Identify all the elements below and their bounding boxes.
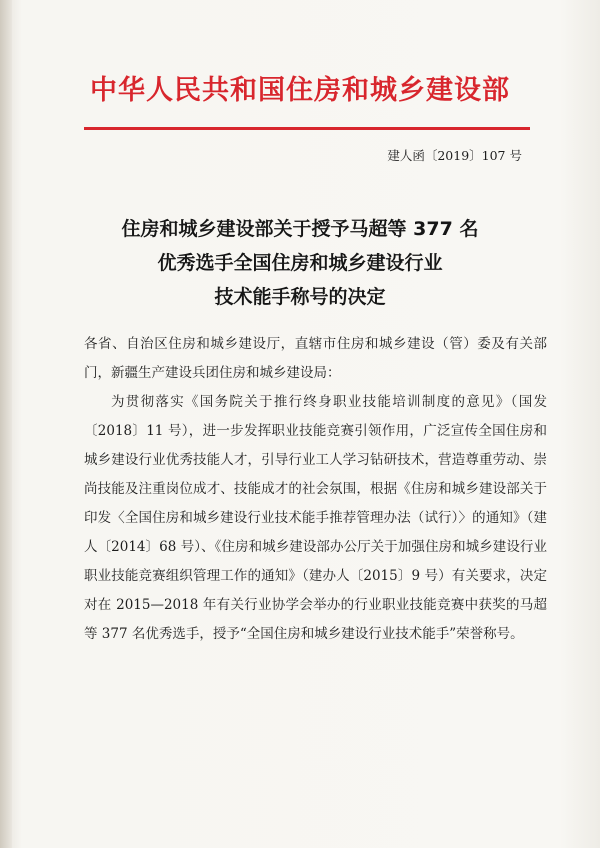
page-edge-shadow xyxy=(0,0,12,848)
issuing-authority-header: 中华人民共和国住房和城乡建设部 xyxy=(90,75,510,106)
document-title xyxy=(0,212,600,314)
addressee-paragraph: 各省、自治区住房和城乡建设厅，直辖市住房和城乡建设（管）委及有关部门，新疆生产建设兵团住房和城乡建设局： xyxy=(84,336,547,381)
document-body xyxy=(84,330,547,649)
header-red-rule xyxy=(84,127,530,130)
title-line-2: 优秀选手全国住房和城乡建设行业 xyxy=(157,252,443,274)
decision-paragraph: 为贯彻落实《国务院关于推行终身职业技能培训制度的意见》（国发〔2018〕11 号），进一步发挥职业技能竞赛引领作用，广泛宣传全国住房和城乡建设行业优秀技能人才，引导行业工人学习钻研技术，营造尊重劳动、崇尚技能及注重岗位成才、技能成才的社会氛围，根据《住房和城乡建设部关于印发〈全国住房和城乡建设行业技术能手推荐管理办法（试行）〉的通知》（建人〔2014〕68 号）、《住房和城乡建设部办公厅关于加强住房和城乡建设行业职业技能竞赛组织管理工作的通知》（建办人〔2015〕9 号）有关要求，决定对在 2015—2018 年有关行业协学会举办的行业职业技能竞赛中获奖的马超等 377 名优秀选手，授予“全国住房和城乡建设行业技术能手”荣誉称号。 xyxy=(84,394,547,642)
title-line-3: 技术能手称号的决定 xyxy=(214,286,386,308)
document-number: 建人函〔2019〕107 号 xyxy=(387,148,522,163)
title-line-1: 住房和城乡建设部关于授予马超等 377 名 xyxy=(121,218,479,240)
